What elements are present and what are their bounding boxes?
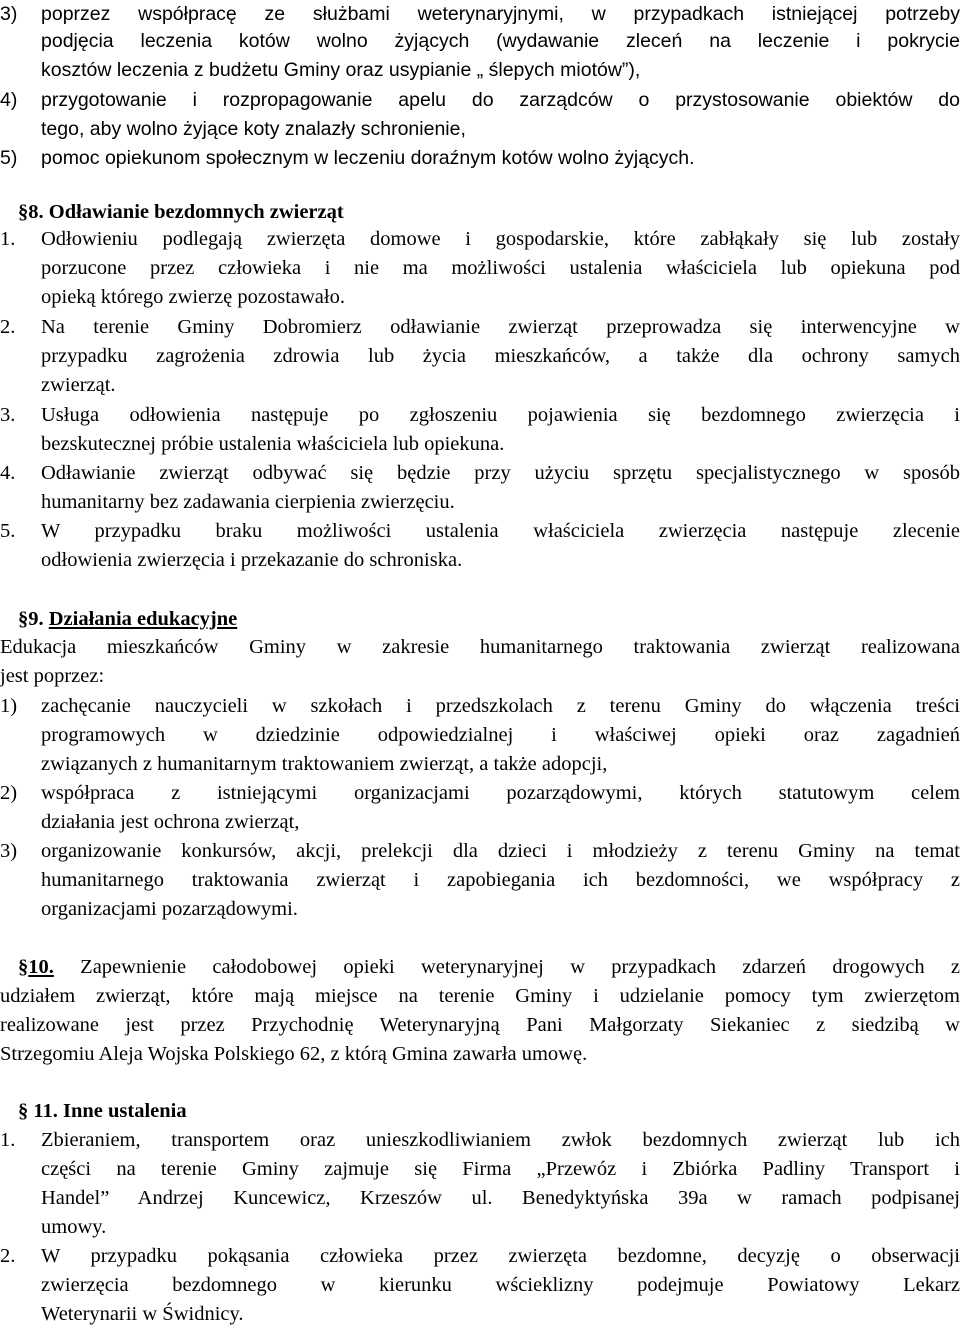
list-number: 3. <box>0 404 16 426</box>
list-number: 1. <box>0 1129 16 1151</box>
paragraph-line: jest poprzez: <box>0 665 105 687</box>
list-line: Odławianie zwierząt odbywać się będzie przy użyciu sprzętu specjalistycznego w sposób <box>41 462 960 484</box>
paragraph-line: Zapewnienie całodobowej opieki weterynaryjnej w przypadkach zdarzeń drogowych z <box>53 956 960 978</box>
list-line: programowych w dziedzinie odpowiedzialnej i właściwej opieki oraz zagadnień <box>41 724 960 746</box>
list-line: kosztów leczenia z budżetu Gminy oraz usypianie „ ślepych miotów”), <box>41 59 641 81</box>
list-line: Zbieraniem, transportem oraz unieszkodliwianiem zwłok bezdomnych zwierząt lub ich <box>41 1129 960 1151</box>
list-line: zwierząt. <box>41 374 116 396</box>
list-line: Weterynarii w Świdnicy. <box>41 1303 244 1325</box>
list-line: humanitarny bez zadawania cierpienia zwierzęciu. <box>41 491 455 513</box>
list-line: podjęcia leczenia kotów wolno żyjących (wydawanie zleceń na leczenie i pokrycie <box>41 30 960 52</box>
list-line: umowy. <box>41 1216 107 1238</box>
section-paragraph-first-line <box>18 953 960 982</box>
list-line: W przypadku pokąsania człowieka przez zwierzęta bezdomne, decyzję o obserwacji <box>41 1245 960 1267</box>
list-line: pomoc opiekunom społecznym w leczeniu doraźnym kotów wolno żyjących. <box>41 147 695 169</box>
list-line: Na terenie Gminy Dobromierz odławianie zwierząt przeprowadza się interwencyjne w <box>41 316 960 338</box>
list-number: 4) <box>0 89 18 111</box>
list-line: Odłowieniu podlegają zwierzęta domowe i gospodarskie, które zabłąkały się lub zostały <box>41 228 960 250</box>
list-line: Usługa odłowienia następuje po zgłoszeniu pojawienia się bezdomnego zwierzęcia i <box>41 404 960 426</box>
section-heading <box>18 605 960 634</box>
list-number: 2) <box>0 782 18 804</box>
list-line: opieką którego zwierzę pozostawało. <box>41 286 345 308</box>
list-line: organizacjami pozarządowymi. <box>41 898 298 920</box>
list-line: W przypadku braku możliwości ustalenia właściciela zwierzęcia następuje zlecenie <box>41 520 960 542</box>
list-number: 3) <box>0 3 18 25</box>
list-line: tego, aby wolno żyjące koty znalazły schronienie, <box>41 118 466 140</box>
section-heading: §8. Odławianie bezdomnych zwierząt <box>18 201 344 223</box>
list-number: 3) <box>0 840 18 862</box>
list-line: Handel” Andrzej Kuncewicz, Krzeszów ul. Benedyktyńska 39a w ramach podpisanej <box>41 1187 960 1209</box>
section-number: 10. <box>28 956 54 978</box>
list-number: 2. <box>0 1245 16 1267</box>
list-line: odłowienia zwierzęcia i przekazanie do schroniska. <box>41 549 463 571</box>
list-number: 5) <box>0 147 18 169</box>
list-line: organizowanie konkursów, akcji, prelekcji dla dzieci i młodzieży z terenu Gminy na temat <box>41 840 960 862</box>
paragraph-line: realizowane jest przez Przychodnię Weterynaryjną Pani Małgorzaty Siekaniec z siedzibą w <box>0 1014 960 1036</box>
list-line: zachęcanie nauczycieli w szkołach i przedszkolach z terenu Gminy do włączenia treści <box>41 695 960 717</box>
section-number: 9. <box>28 608 44 630</box>
list-line: współpraca z istniejącymi organizacjami pozarządowymi, których statutowym celem <box>41 782 960 804</box>
section-symbol: § <box>18 956 29 978</box>
list-line: związanych z humanitarnym traktowaniem zwierząt, a także adopcji, <box>41 753 608 775</box>
list-line: przypadku zagrożenia zdrowia lub życia mieszkańców, a także dla ochrony samych <box>41 345 960 367</box>
section-heading: § 11. Inne ustalenia <box>18 1100 187 1122</box>
list-number: 2. <box>0 316 16 338</box>
list-number: 5. <box>0 520 16 542</box>
list-line: części na terenie Gminy zajmuje się Firma „Przewóz i Zbiórka Padliny Transport i <box>41 1158 960 1180</box>
list-line: humanitarnego traktowania zwierząt i zapobiegania ich bezdomności, we współpracy z <box>41 869 960 891</box>
list-line: bezskutecznej próbie ustalenia właściciela lub opiekuna. <box>41 433 505 455</box>
section-symbol: § <box>18 608 29 630</box>
list-number: 1) <box>0 695 18 717</box>
list-line: porzucone przez człowieka i nie ma możliwości ustalenia właściciela lub opiekuna pod <box>41 257 960 279</box>
list-line: działania jest ochrona zwierząt, <box>41 811 300 833</box>
list-number: 1. <box>0 228 16 250</box>
list-line: poprzez współpracę ze służbami weterynaryjnymi, w przypadkach istniejącej potrzeby <box>41 3 960 25</box>
list-number: 4. <box>0 462 16 484</box>
paragraph-line: Strzegomiu Aleja Wojska Polskiego 62, z którą Gmina zawarła umowę. <box>0 1043 588 1065</box>
list-line: przygotowanie i rozpropagowanie apelu do zarządców o przystosowanie obiektów do <box>41 89 960 111</box>
paragraph-line: udziałem zwierząt, które mają miejsce na terenie Gminy i udzielanie pomocy tym zwierzętom <box>0 985 960 1007</box>
list-line: zwierzęcia bezdomnego w kierunku wścieklizny podejmuje Powiatowy Lekarz <box>41 1274 960 1296</box>
paragraph-line: Edukacja mieszkańców Gminy w zakresie humanitarnego traktowania zwierząt realizowana <box>0 636 960 658</box>
section-title: Działania edukacyjne <box>48 608 238 630</box>
